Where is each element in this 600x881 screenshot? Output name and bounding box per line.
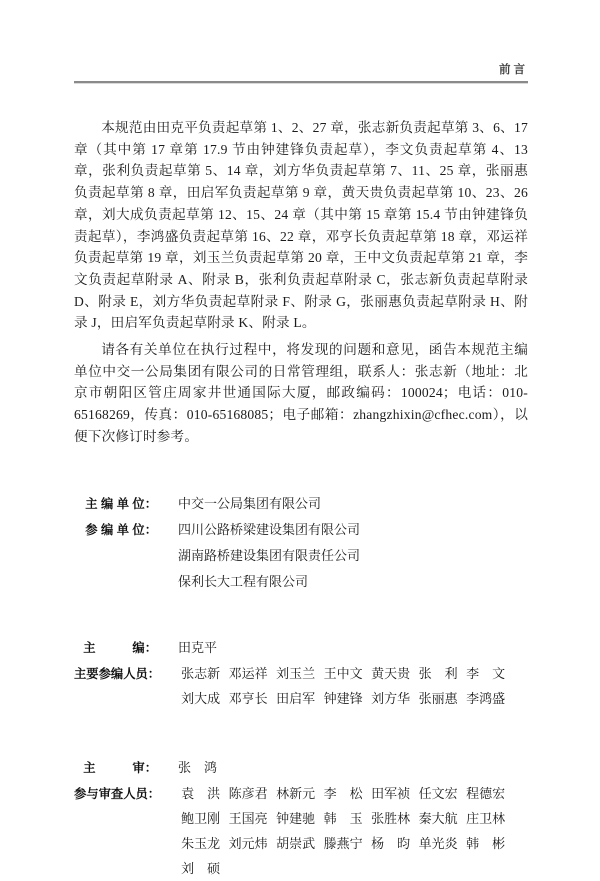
list-item: 四川公路桥梁建设集团有限公司 <box>178 521 361 537</box>
reviewers-row <box>74 781 528 881</box>
person-name: 张志新 <box>181 665 221 681</box>
list-item: 湖南路桥建设集团有限责任公司 <box>178 547 361 563</box>
reviewers-label: 参与审查人员： <box>74 786 161 801</box>
chief-unit-row <box>74 491 528 517</box>
person-name: 田军祯 <box>371 785 411 801</box>
chief-unit-values <box>178 491 321 517</box>
person-name: 韩 彬 <box>466 835 506 851</box>
co-units-values <box>178 517 360 595</box>
chief-editor-row <box>74 635 528 661</box>
person-name: 刘玉兰 <box>276 665 316 681</box>
person-name: 邓亨长 <box>228 690 268 706</box>
header-title: 前言 <box>499 64 528 76</box>
chief-unit-label: 主 编 单 位： <box>85 496 157 511</box>
person-name: 李鸿盛 <box>466 690 506 706</box>
co-units-label: 参 编 单 位： <box>85 522 157 537</box>
person-name: 滕燕宁 <box>323 835 363 851</box>
person-name: 王中文 <box>323 665 363 681</box>
chief-reviewer-names <box>178 755 226 780</box>
person-name: 李 松 <box>323 785 363 801</box>
person-name: 袁 洪 <box>181 785 221 801</box>
person-name: 钟建锋 <box>323 690 363 706</box>
person-name: 刘方华 <box>371 690 411 706</box>
person-name: 朱玉龙 <box>181 835 221 851</box>
chief-reviewer-row <box>74 755 528 781</box>
person-name: 田克平 <box>178 639 218 655</box>
person-name: 任文宏 <box>418 785 458 801</box>
person-name: 程德宏 <box>466 785 506 801</box>
person-name: 张 鸿 <box>178 759 218 775</box>
co-units-row <box>74 517 528 595</box>
person-name: 张胜林 <box>371 810 411 826</box>
review-section <box>74 755 528 881</box>
person-name: 刘 硕 <box>181 860 221 876</box>
reviewers-names <box>181 781 514 881</box>
person-name: 黄天贵 <box>371 665 411 681</box>
person-name: 王国亮 <box>228 810 268 826</box>
list-item: 保利长大工程有限公司 <box>178 573 309 589</box>
units-section <box>74 491 528 595</box>
paragraph-feedback-contact: 请各有关单位在执行过程中，将发现的问题和意见，函告本规范主编单位中交一公局集团有限公司的日常管理组，联系人：张志新（地址：北京市朝阳区管庄周家井世通国际大厦，邮政编码：100024；电话：010-65168269，传真：010-65168085；电子邮箱：zhangzhixin@cfhec.com），以便下次修订时参考。 <box>74 342 528 444</box>
paragraph-drafting-assignments: 本规范由田克平负责起草第 1、2、27 章，张志新负责起草第 3、6、17 章（其中第 17 章第 17.9 节由钟建锋负责起草），李文负责起草第 4、13 章，张利负责起草第 5、14 章，刘方华负责起草第 7、11、25 章，张丽惠负责起草第 8 章，田启军负责起草第 9 章，黄天贵负责起草第 10、23、26 章，刘大成负责起草第 12、15、24 章（其中第 15 章第 15.4 节由钟建锋负责起草），李鸿盛负责起草第 16、22 章，邓亨长负责起草第 18 章，邓运祥负责起草第 19 章，刘玉兰负责起草第 20 章，王中文负责起草第 21 章，李文负责起草附录 A、附录 B，张利负责起草附录 C，张志新负责起草附录 D、附录 E，刘方华负责起草附录 F、附录 G，张丽惠负责起草附录 H、附录 J，田启军负责起草附录 K、附录 L。 <box>74 120 528 331</box>
person-name: 邓运祥 <box>228 665 268 681</box>
header-rule <box>74 81 528 84</box>
person-name: 林新元 <box>276 785 316 801</box>
person-name: 单光炎 <box>418 835 458 851</box>
chief-editor-names <box>178 635 226 660</box>
person-name: 刘大成 <box>181 690 221 706</box>
person-name: 鲍卫刚 <box>181 810 221 826</box>
chief-editor-label: 主 编： <box>83 640 157 655</box>
person-name: 陈彦君 <box>228 785 268 801</box>
person-name: 刘元炜 <box>228 835 268 851</box>
main-editors-names <box>181 661 514 711</box>
main-editors-label: 主要参编人员： <box>74 666 161 681</box>
person-name: 秦大航 <box>418 810 458 826</box>
person-name: 杨 昀 <box>371 835 411 851</box>
person-name: 张丽惠 <box>418 690 458 706</box>
name-row <box>181 686 514 711</box>
person-name: 钟建驰 <box>276 810 316 826</box>
name-row <box>181 781 514 806</box>
name-row <box>181 661 514 686</box>
name-row <box>178 755 226 780</box>
editors-section <box>74 635 528 711</box>
name-row <box>181 806 514 831</box>
name-row <box>181 831 514 856</box>
person-name: 庄卫林 <box>466 810 506 826</box>
chief-reviewer-label: 主 审： <box>83 760 157 775</box>
name-row <box>181 856 514 881</box>
person-name: 张 利 <box>418 665 458 681</box>
person-name: 韩 玉 <box>323 810 363 826</box>
list-item: 中交一公局集团有限公司 <box>178 495 322 511</box>
person-name: 田启军 <box>276 690 316 706</box>
person-name: 胡崇武 <box>276 835 316 851</box>
person-name: 李 文 <box>466 665 506 681</box>
main-editors-row <box>74 661 528 711</box>
name-row <box>178 635 226 660</box>
page-header <box>74 0 528 84</box>
